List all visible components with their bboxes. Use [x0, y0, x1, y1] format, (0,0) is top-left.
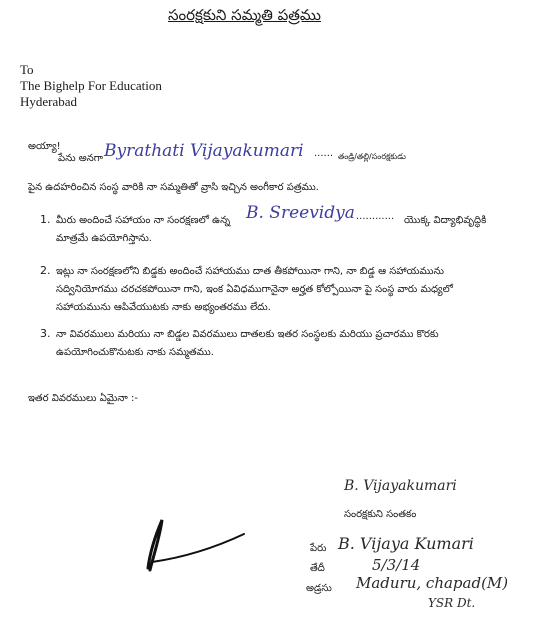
- address-city: Hyderabad: [20, 94, 78, 109]
- item-number: 3.: [40, 327, 51, 340]
- item-number: 2.: [40, 264, 51, 277]
- address-to: To: [20, 62, 34, 77]
- intro-dots: ......: [314, 148, 334, 159]
- item-number: 1.: [40, 213, 51, 226]
- intro-role: తండ్రి/తల్లి/సంరక్షకుడు: [338, 152, 406, 161]
- address-value-line2: YSR Dt.: [428, 596, 476, 610]
- page-title: సంరక్షకుని సమ్మతి పత్రము: [168, 6, 321, 24]
- item1-line2: మాత్రమే ఉపయోగిస్తాను.: [56, 233, 152, 244]
- name-value: B. Vijaya Kumari: [338, 534, 474, 553]
- ward-name-handwritten: B. Sreevidya: [246, 203, 355, 223]
- item3-line2: ఉపయోగించుకొనుటకు నాకు సమ్మతము.: [56, 347, 214, 358]
- date-value: 5/3/14: [372, 556, 421, 574]
- other-details-label: ఇతర వివరములు ఏమైనా :-: [28, 393, 138, 404]
- date-label: తేదీ: [310, 563, 325, 574]
- item2-line2: సద్వినియోగము చరచకపోయినా గాని, ఇంక ఏవిధముగానైనా అర్హత కోల్పోయినా పై సంస్థ వారు మధ్యలో: [56, 284, 453, 295]
- guardian-name-handwritten: Byrathati Vijayakumari: [104, 141, 304, 161]
- item1-dots: ............: [356, 211, 395, 222]
- item2-line1: ఇట్లు నా సంరక్షణలోని బిడ్డకు అందించే సహాయము దాత తీకపోయినా గాని, నా బిడ్డ ఆ సహాయమును: [56, 266, 444, 277]
- name-label: పేరు: [310, 543, 327, 554]
- item1-prefix: మీరు అందించే సహాయం నా సంరక్షణలో ఉన్న: [56, 215, 231, 226]
- address-label: అడ్రసు: [306, 583, 332, 594]
- item1-suffix: యొక్క విద్యాభివృద్ధికి: [404, 215, 487, 226]
- intro-prefix: పేను అనగా: [58, 153, 103, 164]
- address-org: The Bighelp For Education: [20, 78, 162, 93]
- address-value-line1: Maduru, chapad(M): [356, 574, 509, 592]
- item2-line3: సహాయమును ఆపివేయుటకు నాకు అభ్యంతరము లేదు.: [56, 302, 271, 313]
- item3-line1: నా వివరములు మరియు నా బిడ్డల వివరములు దాతలకు ఇతర సంస్థలకు మరియు ప్రచారము కొరకు: [56, 329, 439, 340]
- scribble-mark-icon: [140, 512, 250, 574]
- signature-handwritten: B. Vijayakumari: [344, 478, 457, 494]
- salutation: అయ్యా!: [28, 141, 61, 152]
- signature-label: సంరక్షకుని సంతకం: [344, 509, 417, 520]
- intro-line2: పైన ఉదహరించిన సంస్థ వారికి నా సమ్మతితో వ్రాసి ఇచ్చిన అంగీకార పత్రము.: [28, 182, 319, 193]
